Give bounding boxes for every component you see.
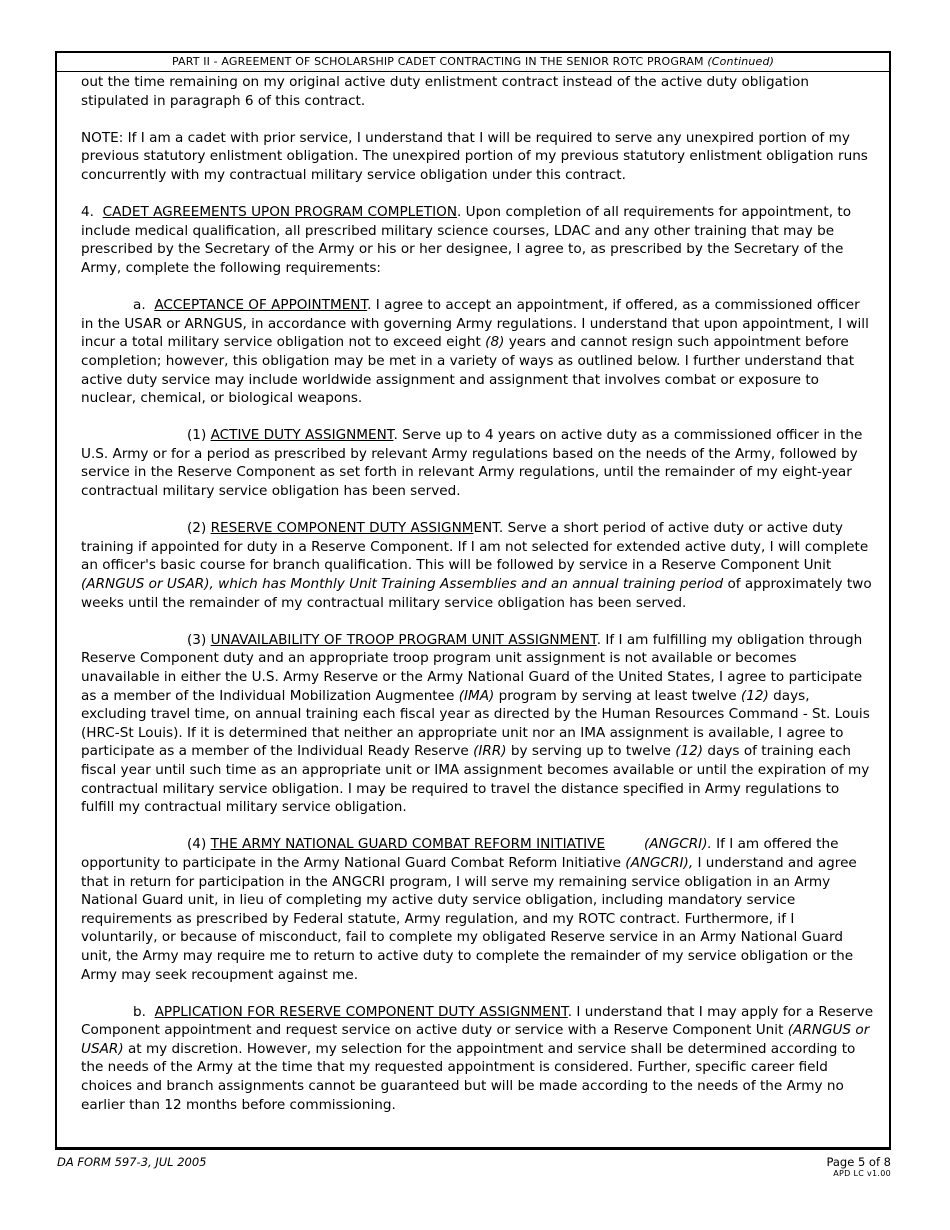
item-a1 xyxy=(81,426,875,500)
item-a-eight: (8) xyxy=(485,334,505,351)
item-a-text: . I agree to accept an appointment, if offered, as a commissioned officer in the USAR or ARNGUS, in accordance with governing Army regulations. I understand that upon appointment, I will incur a total military service obligation not to exceed eight xyxy=(81,297,869,351)
item-a3-twelve: (12) xyxy=(740,687,769,704)
section-4-heading: CADET AGREEMENTS UPON PROGRAM COMPLETION xyxy=(102,204,457,221)
part-header xyxy=(57,53,889,72)
item-b-text: . I understand that I may apply for a Reserve Component appointment and request service on active duty or service with a Reserve Component Unit xyxy=(81,1003,874,1039)
item-a-text-cont: years and cannot resign such appointment before completion; however, this obligation may be met in a variety of ways as outlined below. I further understand that active duty service may include worldwide assignment and assignment that involves combat or exposure to nuclear, chemical, or biological weapons. xyxy=(81,334,855,407)
item-a-number: a. xyxy=(133,297,146,314)
part-title: PART II - AGREEMENT OF SCHOLARSHIP CADET CONTRACTING IN THE SENIOR ROTC PROGRAM xyxy=(171,55,704,68)
form-body xyxy=(81,73,875,1133)
item-a2-italic: (ARNGUS or USAR), which has Monthly Unit Training Assemblies and an annual training period xyxy=(81,576,724,593)
item-a3-text-5: days of training each fiscal year until such time as an appropriate unit or IMA assignment becomes available or until the expiration of my contractual military service obligation. I may be required to travel the distance specified in Army regulations to fulfill my contractual military service obligation. xyxy=(81,743,870,816)
item-a3-number: (3) xyxy=(187,631,207,648)
form-number: DA FORM 597-3, JUL 2005 xyxy=(57,1155,207,1169)
item-a3-text-2: program by serving at least twelve xyxy=(498,687,741,704)
item-b-italic: (ARNGUS or USAR) xyxy=(81,1022,870,1057)
item-a3-text-3: days, excluding travel time, on annual training each fiscal year as directed by the Human Resources Command - St. Louis (HRC-St Louis). If it is determined that neither an appropriate unit nor an IMA assignment is available, I agree to participate as a member of the Individual Ready Reserve xyxy=(81,687,870,760)
item-a3 xyxy=(81,631,875,817)
item-a3-text-4: by serving up to twelve xyxy=(506,743,676,760)
item-a4-acronym: (ANGCRI). xyxy=(643,836,712,853)
item-b xyxy=(81,1003,875,1115)
item-a3-twelve-2: (12) xyxy=(675,743,704,760)
item-a-heading: ACCEPTANCE OF APPOINTMENT xyxy=(154,297,368,314)
item-a4-text-cont: I understand and agree that in return for participation in the ANGCRI program, I will serve my remaining service obligation in an Army National Guard unit, in lieu of completing my active duty service obligation, including mandatory service requirements as prescribed by Federal statute, Army regulation, and my ROTC contract. Furthermore, if I voluntarily, or because of misconduct, fail to complete my obligated Reserve service in an Army National Guard unit, the Army may require me to return to active duty to complete the remainder of my service obligation or the Army may seek recoupment against me. xyxy=(81,854,857,983)
continued-label: (Continued) xyxy=(707,55,775,68)
item-a3-ima: (IMA) xyxy=(458,687,499,704)
intro-paragraph: out the time remaining on my original active duty enlistment contract instead of the active duty obligation stipulated in paragraph 6 of this contract. xyxy=(81,74,809,109)
item-a1-text: . Serve up to 4 years on active duty as a commissioned officer in the U.S. Army or for a period as prescribed by relevant Army regulations based on the needs of the Army, followed by service in the Reserve Component as set forth in relevant Army regulations, until the remainder of my eight-year contractual military service obligation has been served. xyxy=(81,427,863,500)
section-4 xyxy=(81,203,875,277)
item-a2-heading-rest: ENT xyxy=(473,520,499,537)
item-a xyxy=(81,296,875,408)
section-4-number: 4. xyxy=(81,204,94,221)
item-a3-heading: UNAVAILABILITY OF TROOP PROGRAM UNIT ASSIGNMENT xyxy=(210,631,597,648)
page-info xyxy=(826,1155,891,1179)
item-a2-number: (2) xyxy=(187,520,207,537)
item-a2-heading: RESERVE COMPONENT DUTY ASSIGNM xyxy=(210,520,474,537)
item-a1-number: (1) xyxy=(187,427,207,444)
item-b-number: b. xyxy=(133,1003,146,1020)
version-label: APD LC v1.00 xyxy=(833,1169,891,1178)
item-a4-number: (4) xyxy=(187,836,207,853)
item-a4-heading: THE ARMY NATIONAL GUARD COMBAT REFORM INITIATIVE xyxy=(210,836,606,853)
item-a4 xyxy=(81,835,875,984)
item-a2-text: . Serve a short period of active duty or active duty training if appointed for duty in a Reserve Component. If I am not selected for extended active duty, I will complete an officer's basic course for branch qualification. This will be followed by service in a Reserve Component Unit xyxy=(81,520,869,574)
item-b-text-cont: at my discretion. However, my selection for the appointment and service shall be determined according to the needs of the Army at the time that my requested appointment is considered. Further, specific career field choices and branch assignments cannot be guaranteed but will be made according to the needs of the Army no earlier than 12 months before commissioning. xyxy=(81,1040,856,1113)
form-frame xyxy=(55,51,891,1150)
section-4-text: . Upon completion of all requirements for appointment, to include medical qualification, all prescribed military science courses, LDAC and any other training that may be prescribed by the Secretary of the Army or his or her designee, I agree to, as prescribed by the Secretary of the Army, complete the following requirements: xyxy=(81,204,852,276)
item-a4-acronym-2: (ANGCRI), xyxy=(625,854,694,871)
item-a2 xyxy=(81,519,875,612)
item-a2-text-cont: of approximately two weeks until the remainder of my contractual military service obligation has been served. xyxy=(81,576,872,611)
item-a4-text: If I am offered the opportunity to participate in the Army National Guard Combat Reform Initiative xyxy=(81,836,839,871)
note-paragraph: NOTE: If I am a cadet with prior service, I understand that I will be required to serve any unexpired portion of my previous statutory enlistment obligation. The unexpired portion of my previous statutory enlistment obligation runs concurrently with my contractual military service obligation under this contract. xyxy=(81,129,868,183)
page-number: Page 5 of 8 xyxy=(826,1155,891,1169)
item-a1-heading: ACTIVE DUTY ASSIGNMENT xyxy=(210,427,394,444)
item-b-heading: APPLICATION FOR RESERVE COMPONENT DUTY ASSIGNMENT xyxy=(154,1003,568,1020)
item-a3-irr: (IRR) xyxy=(473,743,507,760)
item-a3-text: . If I am fulfilling my obligation through Reserve Component duty and an appropriate troop program unit assignment is not available or becomes unavailable in either the U.S. Army Reserve or the Army National Guard of the United States, I agree to participate as a member of the Individual Mobilization Augmentee xyxy=(81,631,863,704)
